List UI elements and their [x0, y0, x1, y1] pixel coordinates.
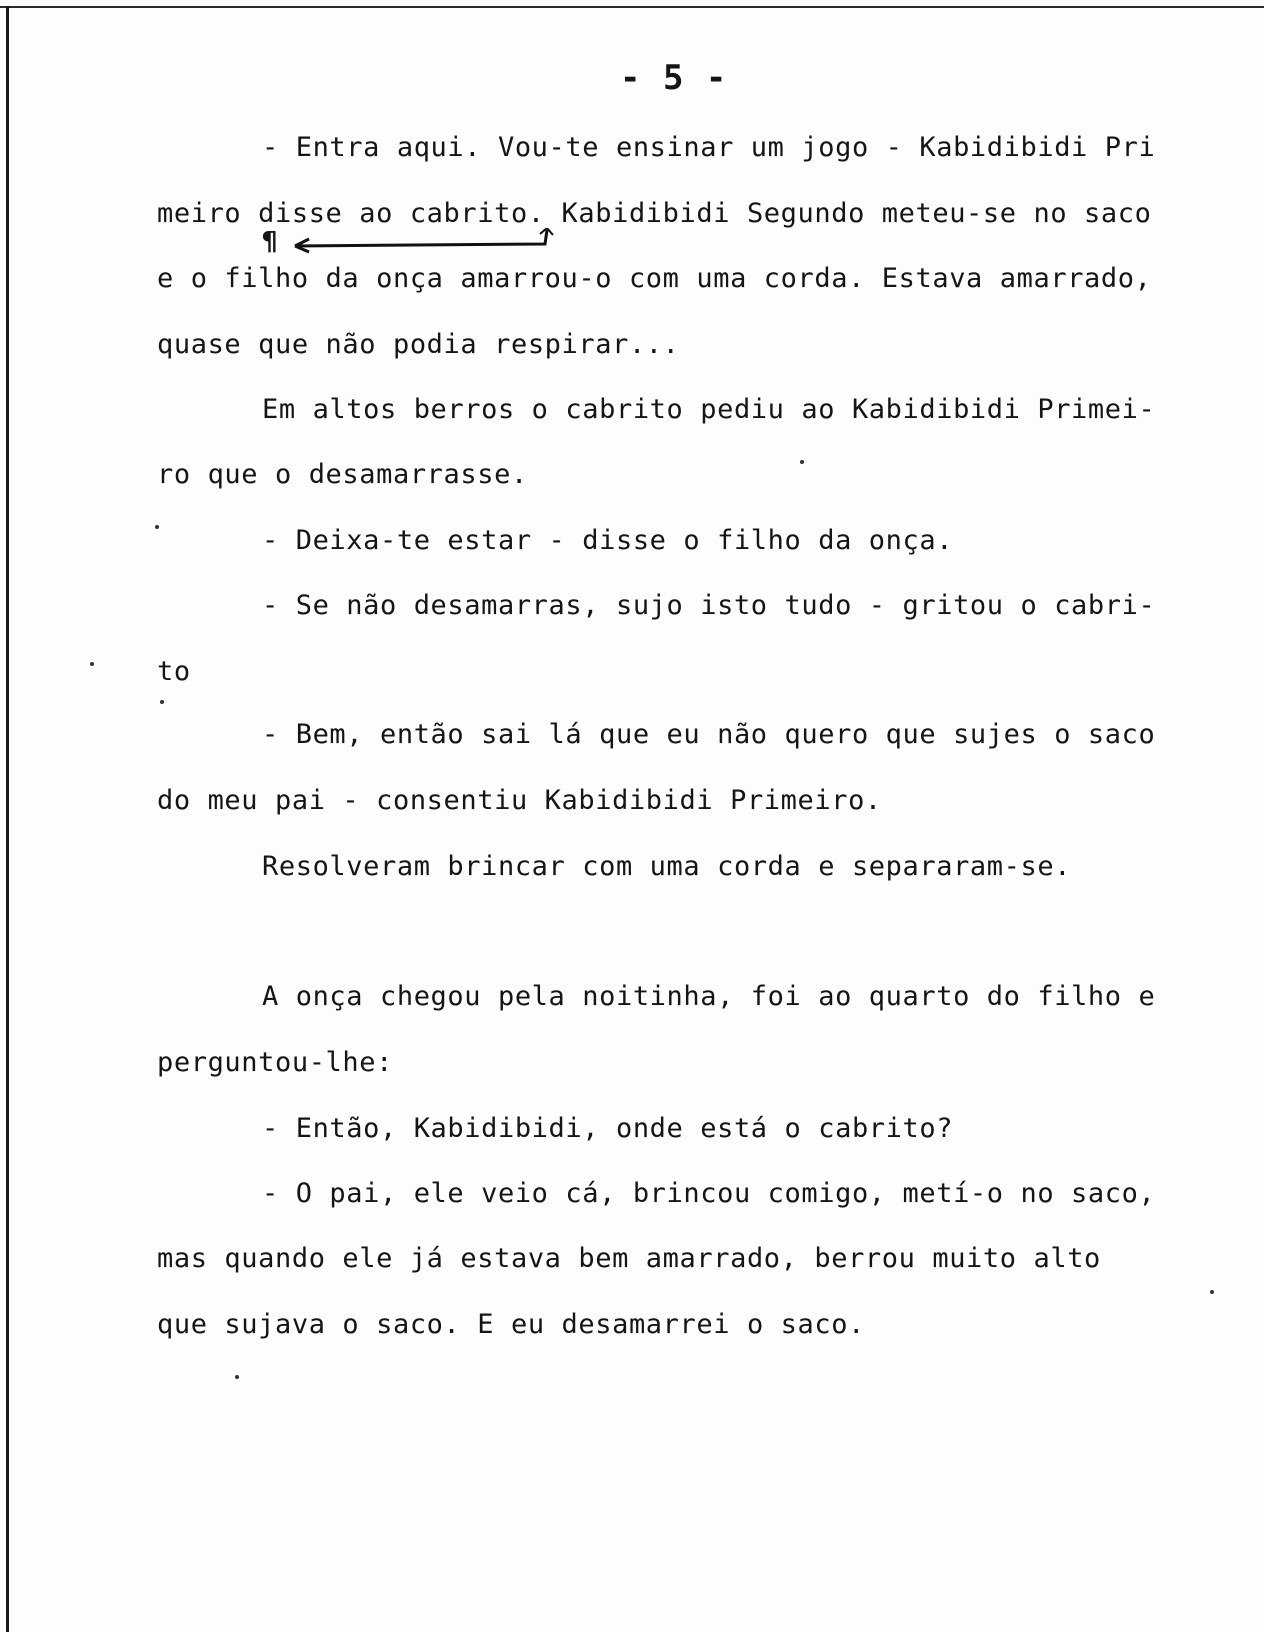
text-line-4: quase que não podia respirar...: [157, 329, 680, 360]
text-line-15: - Então, Kabidibidi, onde está o cabrito?: [262, 1113, 954, 1144]
text-line-14: perguntou-lhe:: [157, 1047, 393, 1078]
scan-border-top: [0, 6, 1264, 8]
scan-speck: [90, 662, 94, 666]
text-line-1: - Entra aqui. Vou-te ensinar um jogo - Kabidibidi Pri: [262, 132, 1156, 163]
text-line-11: do meu pai - consentiu Kabidibidi Primeiro.: [157, 785, 882, 816]
text-line-8: - Se não desamarras, sujo isto tudo - gritou o cabri-: [262, 590, 1156, 621]
text-line-9: to: [157, 656, 191, 687]
handwritten-insert-arrow-icon: [265, 228, 575, 268]
text-line-2: meiro disse ao cabrito. Kabidibidi Segundo meteu-se no saco: [157, 198, 1152, 229]
scan-border-left: [6, 6, 9, 1632]
scan-speck: [800, 460, 804, 464]
text-line-6: ro que o desamarrasse.: [157, 459, 528, 490]
scan-speck: [1210, 1290, 1214, 1294]
text-line-12: Resolveram brincar com uma corda e separaram-se.: [262, 851, 1072, 882]
text-line-7: - Deixa-te estar - disse o filho da onça.: [262, 525, 954, 556]
text-line-13: A onça chegou pela noitinha, foi ao quarto do filho e: [262, 981, 1156, 1012]
page-number: - 5 -: [620, 58, 728, 98]
text-line-3: e o filho da onça amarrou-o com uma corda. Estava amarrado,: [157, 263, 1152, 294]
scan-speck: [160, 700, 164, 704]
text-line-16: - O pai, ele veio cá, brincou comigo, metí-o no saco,: [262, 1178, 1156, 1209]
text-line-10: - Bem, então sai lá que eu não quero que sujes o saco: [262, 719, 1156, 750]
scan-speck: [235, 1375, 239, 1379]
text-line-18: que sujava o saco. E eu desamarrei o saco.: [157, 1309, 865, 1340]
scan-speck: [155, 525, 159, 529]
text-line-17: mas quando ele já estava bem amarrado, berrou muito alto: [157, 1243, 1101, 1274]
margin-paragraph-mark: ¶: [262, 227, 279, 257]
text-line-5: Em altos berros o cabrito pediu ao Kabidibidi Primei-: [262, 394, 1156, 425]
